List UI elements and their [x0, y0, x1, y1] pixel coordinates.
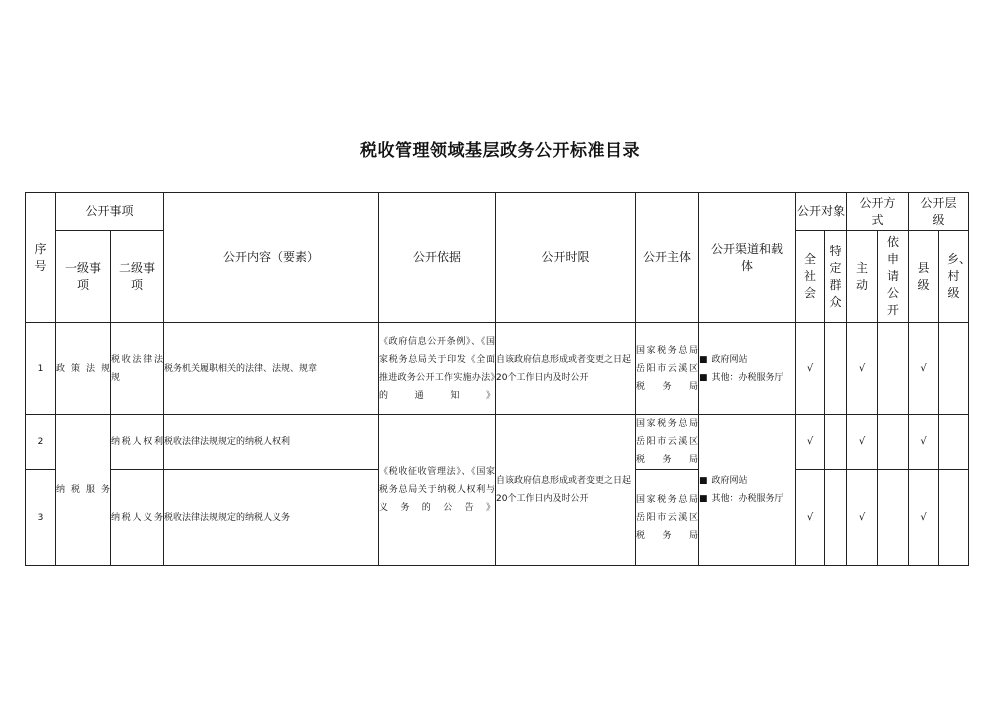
- table-row: [26, 415, 969, 470]
- square-bullet-icon: ■: [699, 476, 708, 486]
- row-subject: 国家税务总局岳阳市云溪区税务局: [636, 323, 699, 415]
- row-channel: [699, 323, 796, 415]
- square-bullet-icon: ■: [699, 354, 708, 365]
- row-content: 税务机关履职相关的法律、法规、规章: [164, 323, 379, 415]
- row-method-active: √: [847, 415, 878, 470]
- channel-item: 政府网站: [711, 354, 748, 365]
- header-subject: 公开主体: [636, 193, 699, 323]
- row-time: 自该政府信息形成或者变更之日起20个工作日内及时公开: [496, 323, 636, 415]
- catalog-table: [25, 192, 972, 566]
- row-basis: 《政府信息公开条例》、《国家税务总局关于印发《全面推进政务公开工作实施办法》的通知》: [379, 323, 496, 415]
- row-channel: [699, 415, 796, 566]
- channel-item: 其他：办税服务厅: [711, 372, 784, 383]
- row-method-apply: [878, 415, 909, 470]
- header-target-all: 全社会: [796, 231, 825, 323]
- row-subject: 国家税务总局岳阳市云溪区税务局: [636, 470, 699, 566]
- header-level: 公开层级: [909, 193, 969, 231]
- row-seq: 2: [26, 415, 56, 470]
- header-method-active: 主动: [847, 231, 878, 323]
- header-method-apply: 依申请公开: [878, 231, 909, 323]
- header-content: 公开内容（要素）: [164, 193, 379, 323]
- row-level2: 纳税人义务: [111, 470, 164, 566]
- header-row-1: [26, 193, 969, 231]
- header-target: 公开对象: [796, 193, 847, 231]
- header-seq: 序号: [26, 193, 56, 323]
- row-content: 税收法律法规规定的纳税人义务: [164, 470, 379, 566]
- row-target-all: √: [796, 415, 825, 470]
- channel-item: 其他：办税服务厅: [711, 494, 784, 504]
- row-target-all: √: [796, 470, 825, 566]
- header-channel: 公开渠道和载体: [699, 193, 796, 323]
- square-bullet-icon: ■: [699, 372, 708, 383]
- row-method-apply: [878, 323, 909, 415]
- row-subject: 国家税务总局岳阳市云溪区税务局: [636, 415, 699, 470]
- row-level-village: [939, 415, 969, 470]
- row-time: 自该政府信息形成或者变更之日起20个工作日内及时公开: [496, 415, 636, 566]
- row-basis: 《税收征收管理法》、《国家税务总局关于纳税人权利与义务的公告》: [379, 415, 496, 566]
- row-level-county: √: [909, 415, 939, 470]
- square-bullet-icon: ■: [699, 494, 708, 504]
- row-method-active: √: [847, 323, 878, 415]
- row-level-village: [939, 323, 969, 415]
- header-level-village: 乡、村级: [939, 231, 969, 323]
- header-time: 公开时限: [496, 193, 636, 323]
- header-basis: 公开依据: [379, 193, 496, 323]
- channel-item: 政府网站: [711, 476, 748, 486]
- header-level-county: 县级: [909, 231, 939, 323]
- row-level2: 纳税人权利: [111, 415, 164, 470]
- row-level-county: √: [909, 323, 939, 415]
- row-target-specific: [825, 415, 847, 470]
- table-row: [26, 323, 969, 415]
- row-level1: 政策法规: [56, 323, 111, 415]
- header-target-specific: 特定群众: [825, 231, 847, 323]
- header-level1: 一级事项: [56, 231, 111, 323]
- row-level-county: √: [909, 470, 939, 566]
- row-level-village: [939, 470, 969, 566]
- document-title: 税收管理领域基层政务公开标准目录: [360, 141, 640, 161]
- row-seq: 1: [26, 323, 56, 415]
- row-seq: 3: [26, 470, 56, 566]
- header-method: 公开方式: [847, 193, 909, 231]
- row-content: 税收法律法规规定的纳税人权利: [164, 415, 379, 470]
- row-target-specific: [825, 470, 847, 566]
- row-target-all: √: [796, 323, 825, 415]
- row-method-apply: [878, 470, 909, 566]
- row-level1: 纳税服务: [56, 415, 111, 566]
- row-method-active: √: [847, 470, 878, 566]
- row-level2: 税收法律法规: [111, 323, 164, 415]
- header-matter: 公开事项: [56, 193, 164, 231]
- row-target-specific: [825, 323, 847, 415]
- header-level2: 二级事项: [111, 231, 164, 323]
